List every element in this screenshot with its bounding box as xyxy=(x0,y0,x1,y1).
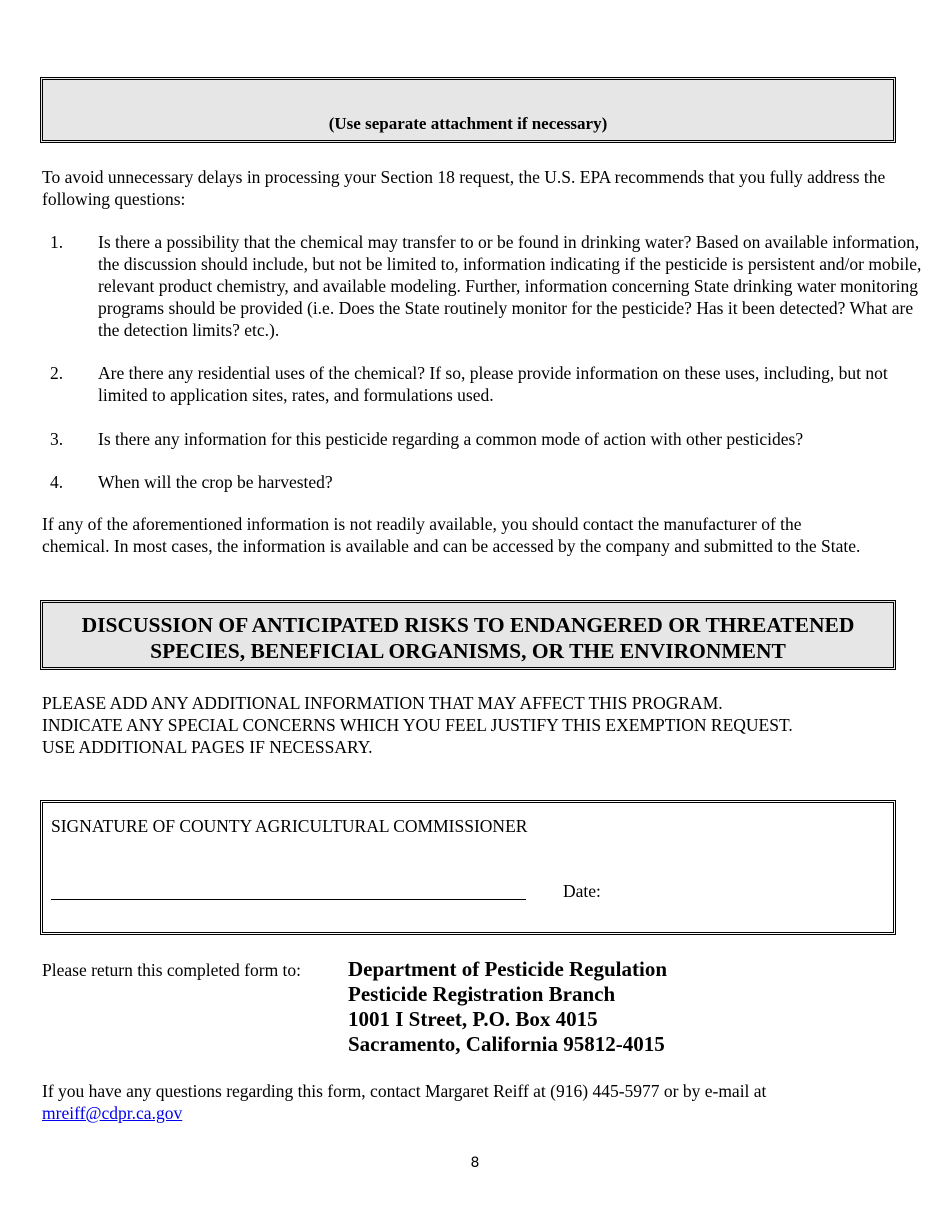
notice-line: INDICATE ANY SPECIAL CONCERNS WHICH YOU FEEL JUSTIFY THIS EXEMPTION REQUEST. xyxy=(42,715,793,735)
notice-line: PLEASE ADD ANY ADDITIONAL INFORMATION THAT MAY AFFECT THIS PROGRAM. xyxy=(42,693,723,713)
question-number: 1. xyxy=(50,232,64,252)
signature-box xyxy=(40,800,896,935)
question-list xyxy=(42,231,932,493)
signature-line[interactable] xyxy=(51,899,526,900)
question-text: Is there a possibility that the chemical may transfer to or be found in drinking water? Based on available information, the discussion should include, but not be limited to, information indicating if the pesticide is persistent and/or mobile, relevant product chemistry, and available modeling. Further, information concerning State drinking water monitoring programs should be provided (i.e. Does the State routinely monitor for the pesticide? Has it been detected? What are the detection limits? etc.). xyxy=(98,232,922,340)
contact-paragraph xyxy=(42,1080,932,1124)
list-item xyxy=(42,362,932,406)
address-line: Sacramento, California 95812-4015 xyxy=(348,1032,665,1056)
risk-heading-box xyxy=(40,600,896,670)
signature-label: SIGNATURE OF COUNTY AGRICULTURAL COMMISSIONER xyxy=(51,816,528,836)
date-label: Date: xyxy=(563,881,601,901)
address-line: Pesticide Registration Branch xyxy=(348,982,616,1006)
question-text: Is there any information for this pesticide regarding a common mode of action with other pesticides? xyxy=(98,429,804,449)
notice-line: USE ADDITIONAL PAGES IF NECESSARY. xyxy=(42,737,373,757)
risk-heading-line: SPECIES, BENEFICIAL ORGANISMS, OR THE ENVIRONMENT xyxy=(150,639,786,663)
return-address xyxy=(348,957,667,1057)
list-item xyxy=(42,428,932,450)
address-line: Department of Pesticide Regulation xyxy=(348,957,668,981)
question-number: 2. xyxy=(50,363,64,383)
question-text: Are there any residential uses of the chemical? If so, please provide information on these uses, including, but not limited to application sites, rates, and formulations used. xyxy=(98,363,888,405)
question-number: 4. xyxy=(50,472,64,492)
email-link[interactable]: mreiff@cdpr.ca.gov xyxy=(42,1103,183,1123)
question-text: When will the crop be harvested? xyxy=(98,472,333,492)
closing-paragraph: If any of the aforementioned information is not readily available, you should contact the manufacturer of the chemical. In most cases, the information is available and can be accessed by the company and submitted to the State. xyxy=(42,514,861,556)
page-number: 8 xyxy=(470,1155,480,1171)
risk-heading-line: DISCUSSION OF ANTICIPATED RISKS TO ENDANGERED OR THREATENED xyxy=(81,613,855,637)
address-line: 1001 I Street, P.O. Box 4015 xyxy=(348,1007,598,1031)
question-number: 3. xyxy=(50,429,64,449)
contact-text: If you have any questions regarding this form, contact Margaret Reiff at (916) 445-5977 or by e-mail at xyxy=(42,1081,767,1101)
list-item xyxy=(42,471,932,493)
return-label: Please return this completed form to: xyxy=(42,960,302,980)
list-item xyxy=(42,231,932,341)
intro-paragraph: To avoid unnecessary delays in processing your Section 18 request, the U.S. EPA recommends that you fully address the following questions: xyxy=(42,167,886,209)
attachment-box xyxy=(40,77,896,143)
additional-info-notice xyxy=(42,692,793,758)
attachment-note: (Use separate attachment if necessary) xyxy=(328,114,608,133)
